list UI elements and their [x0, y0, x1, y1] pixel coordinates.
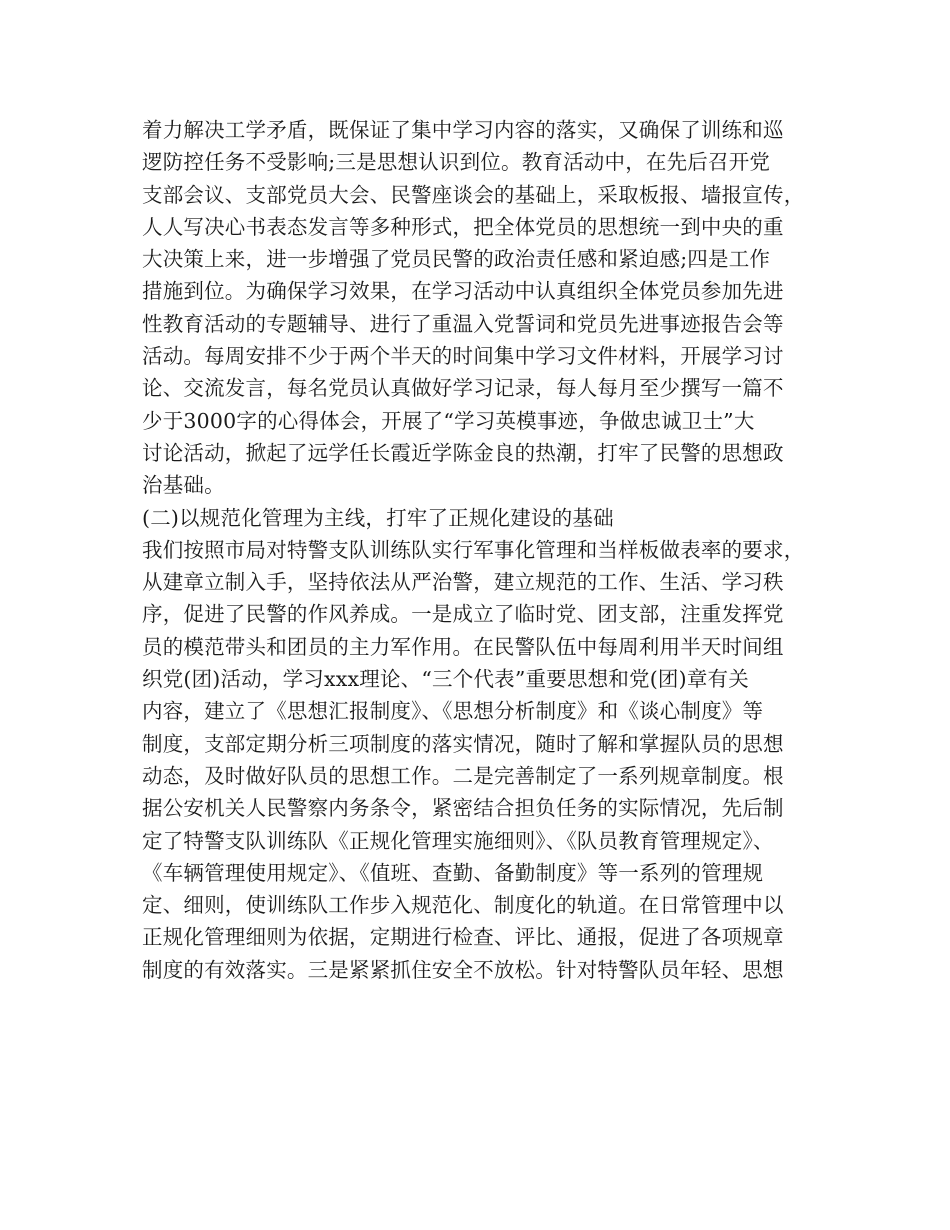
- text-line: 人人写决心书表态发言等多种形式，把全体党员的思想统一到中央的重: [142, 214, 784, 239]
- body-text: [142, 114, 842, 986]
- text-line: 活动。每周安排不少于两个半天的时间集中学习文件材料，开展学习讨: [142, 344, 784, 369]
- text-line: 我们按照市局对特警支队训练队实行军事化管理和当样板做表率的要求，: [142, 537, 805, 562]
- text-line: 定了特警支队训练队《正规化管理实施细则》、《队员教育管理规定》、: [142, 828, 774, 853]
- text-line: 《车辆管理使用规定》、《值班、查勤、备勤制度》等一系列的管理规: [142, 860, 764, 885]
- text-line: 动态，及时做好队员的思想工作。二是完善制定了一系列规章制度。根: [142, 763, 784, 788]
- text-line: 员的模范带头和团员的主力军作用。在民警队伍中每周利用半天时间组: [142, 634, 784, 659]
- text-line: 论、交流发言，每名党员认真做好学习记录，每人每月至少撰写一篇不: [142, 376, 784, 401]
- text-line: 治基础。: [142, 473, 225, 498]
- text-line: 逻防控任务不受影响;三是思想认识到位。教育活动中，在先后召开党: [142, 150, 771, 175]
- text-line: 制度，支部定期分析三项制度的落实情况，随时了解和掌握队员的思想: [142, 731, 784, 756]
- text-line: 织党(团)活动，学习xxx理论、“三个代表”重要思想和党(团)章有关: [142, 667, 749, 692]
- text-line: 制度的有效落实。三是紧紧抓住安全不放松。针对特警队员年轻、思想: [142, 957, 784, 982]
- text-line: 定、细则，使训练队工作步入规范化、制度化的轨道。在日常管理中以: [142, 893, 784, 918]
- text-line: 内容，建立了《思想汇报制度》、《思想分析制度》和《谈心制度》等: [142, 699, 764, 724]
- text-line: 正规化管理细则为依据，定期进行检查、评比、通报，促进了各项规章: [142, 925, 784, 950]
- text-line: 据公安机关人民警察内务条令，紧密结合担负任务的实际情况，先后制: [142, 796, 784, 821]
- text-line: 从建章立制入手，坚持依法从严治警，建立规范的工作、生活、学习秩: [142, 570, 784, 595]
- section-heading: (二)以规范化管理为主线，打牢了正规化建设的基础: [142, 505, 614, 530]
- text-line: 性教育活动的专题辅导、进行了重温入党誓词和党员先进事迹报告会等: [142, 311, 784, 336]
- text-line: 着力解决工学矛盾，既保证了集中学习内容的落实，又确保了训练和巡: [142, 118, 784, 142]
- text-line: 支部会议、支部党员大会、民警座谈会的基础上，采取板报、墙报宣传，: [142, 182, 805, 207]
- text-line: 大决策上来，进一步增强了党员民警的政治责任感和紧迫感;四是工作: [142, 247, 771, 272]
- text-line: 讨论活动，掀起了远学任长霞近学陈金良的热潮，打牢了民警的思想政: [142, 440, 784, 465]
- text-line: 措施到位。为确保学习效果，在学习活动中认真组织全体党员参加先进: [142, 279, 784, 304]
- text-line: 序，促进了民警的作风养成。一是成立了临时党、团支部，注重发挥党: [142, 602, 784, 627]
- text-line: 少于3000字的心得体会，开展了“学习英模事迹，争做忠诚卫士”大: [142, 408, 755, 433]
